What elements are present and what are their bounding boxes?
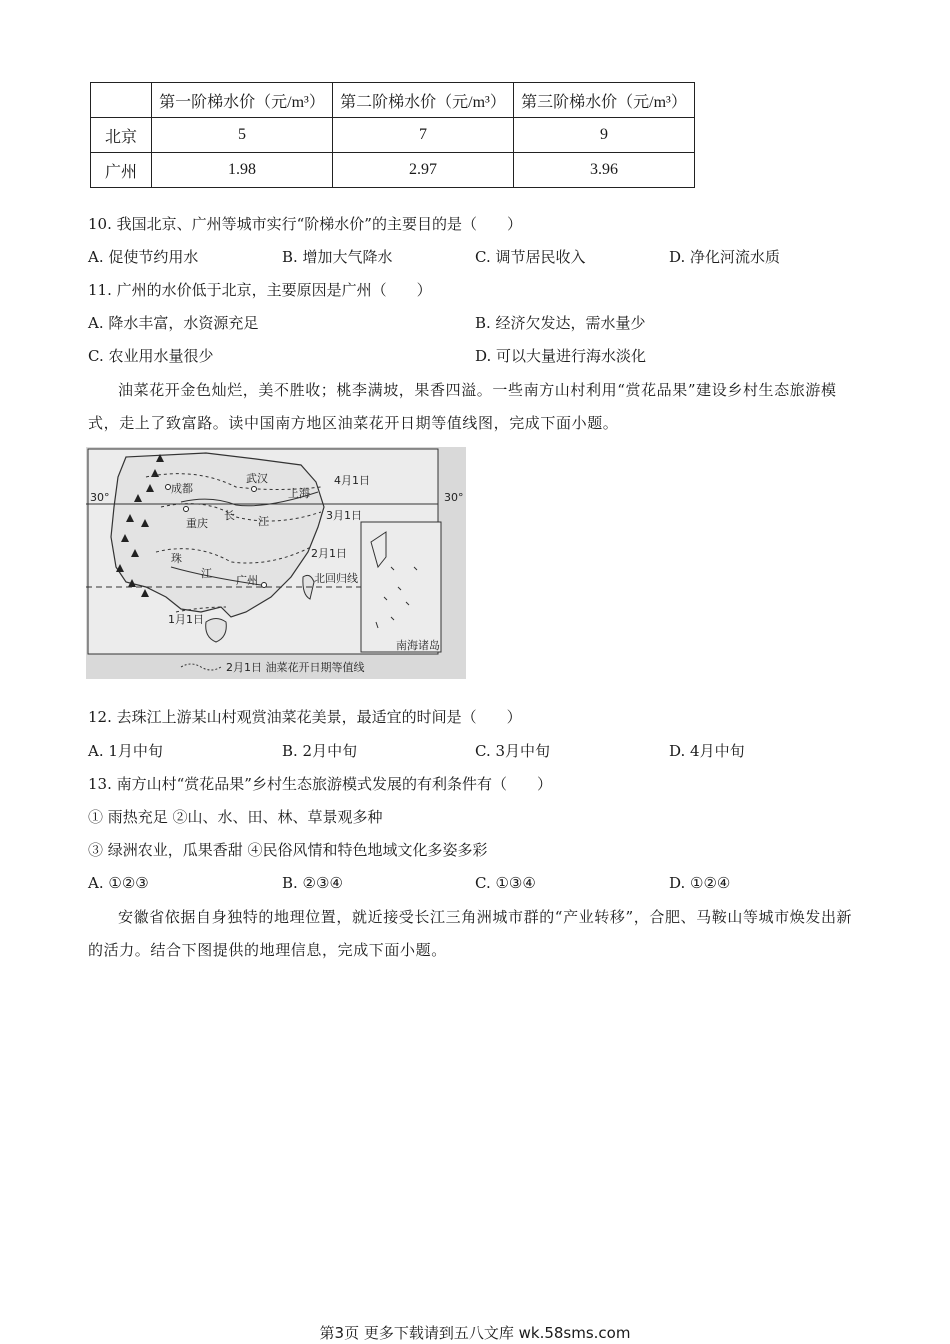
label-apr1: 4月1日 — [334, 474, 370, 487]
q13-option-c: C. ①③④ — [475, 874, 536, 892]
table-row — [91, 153, 695, 188]
table-cell: 3.96 — [514, 153, 695, 188]
inset-frame — [361, 522, 441, 652]
question-12-stem: 12. 去珠江上游某山村观赏油菜花美景，最适宜的时间是（ ） — [88, 708, 522, 726]
q11-option-c: C. 农业用水量很少 — [88, 347, 214, 365]
table-header-cell: 第二阶梯水价（元/m³） — [333, 83, 514, 118]
label-lat30-right: 30° — [444, 491, 464, 504]
table-cell: 1.98 — [152, 153, 333, 188]
q10-option-a: A. 促使节约用水 — [88, 248, 199, 266]
passage-anhui: 安徽省依据自身独特的地理位置，就近接受长江三角洲城市群的“产业转移”，合肥、马鞍山等城市焕发出新的活力。结合下图提供的地理信息，完成下面小题。 — [88, 908, 853, 959]
table-cell: 北京 — [91, 118, 152, 153]
city-dot-guangzhou — [262, 583, 267, 588]
q12-option-d: D. 4月中旬 — [669, 742, 745, 760]
label-chang: 长 — [224, 509, 235, 522]
label-mar1: 3月1日 — [326, 509, 362, 522]
label-chongqing: 重庆 — [186, 517, 208, 530]
label-guangzhou: 广州 — [236, 574, 258, 587]
q13-statements-line1: ① 雨热充足 ②山、水、田、林、草景观多种 — [88, 808, 383, 826]
table-header-row — [91, 83, 695, 118]
q13-option-a: A. ①②③ — [88, 874, 149, 892]
label-jiang: 江 — [258, 515, 269, 528]
question-11-stem: 11. 广州的水价低于北京，主要原因是广州（ ） — [88, 281, 432, 299]
q13-option-d: D. ①②④ — [669, 874, 731, 892]
city-dot-wuhan — [252, 487, 257, 492]
table-cell: 7 — [333, 118, 514, 153]
label-shanghai: 上海 — [288, 487, 310, 500]
q10-option-c: C. 调节居民收入 — [475, 248, 586, 266]
q12-option-c: C. 3月中旬 — [475, 742, 551, 760]
label-tropic: 北回归线 — [314, 572, 358, 585]
table-header-cell — [91, 83, 152, 118]
city-dot-chongqing — [184, 507, 189, 512]
label-wuhan: 武汉 — [246, 472, 268, 485]
q10-option-d: D. 净化河流水质 — [669, 248, 781, 266]
question-10-stem: 10. 我国北京、广州等城市实行“阶梯水价”的主要目的是（ ） — [88, 215, 522, 233]
q11-option-a: A. 降水丰富，水资源充足 — [88, 314, 259, 332]
q10-option-b: B. 增加大气降水 — [282, 248, 393, 266]
rapeseed-isoline-map — [86, 447, 466, 679]
label-lat30-left: 30° — [90, 491, 110, 504]
label-inset: 南海诸岛 — [396, 639, 440, 652]
table-header-cell: 第三阶梯水价（元/m³） — [514, 83, 695, 118]
label-jan1: 1月1日 — [168, 613, 204, 626]
table-cell: 广州 — [91, 153, 152, 188]
table-cell: 5 — [152, 118, 333, 153]
map-legend: 2月1日 油菜花开日期等值线 — [226, 661, 365, 674]
label-zhu: 珠 — [171, 552, 182, 565]
legend-isoline-sample — [181, 664, 221, 670]
q12-option-b: B. 2月中旬 — [282, 742, 358, 760]
q13-option-b: B. ②③④ — [282, 874, 343, 892]
label-chengdu: 成都 — [171, 482, 193, 495]
label-zhujiang: 江 — [201, 567, 212, 580]
table-cell: 2.97 — [333, 153, 514, 188]
table-header-cell: 第一阶梯水价（元/m³） — [152, 83, 333, 118]
question-13-stem: 13. 南方山村“赏花品果”乡村生态旅游模式发展的有利条件有（ ） — [88, 775, 552, 793]
q11-option-b: B. 经济欠发达，需水量少 — [475, 314, 646, 332]
q12-option-a: A. 1月中旬 — [88, 742, 163, 760]
water-price-table — [90, 82, 695, 188]
q11-option-d: D. 可以大量进行海水淡化 — [475, 347, 647, 365]
table-cell: 9 — [514, 118, 695, 153]
q13-statements-line2: ③ 绿洲农业，瓜果香甜 ④民俗风情和特色地域文化多姿多彩 — [88, 841, 488, 859]
label-feb1: 2月1日 — [311, 547, 347, 560]
passage-rapeseed: 油菜花开金色灿烂，美不胜收；桃李满坡，果香四溢。一些南方山村利用“赏花品果”建设乡村生态旅游模式，走上了致富路。读中国南方地区油菜花开日期等值线图，完成下面小题。 — [88, 381, 837, 432]
page-footer: 第3页 更多下载请到五八文库 wk.58sms.com — [319, 1324, 631, 1342]
city-dot-chengdu — [166, 485, 171, 490]
table-row — [91, 118, 695, 153]
